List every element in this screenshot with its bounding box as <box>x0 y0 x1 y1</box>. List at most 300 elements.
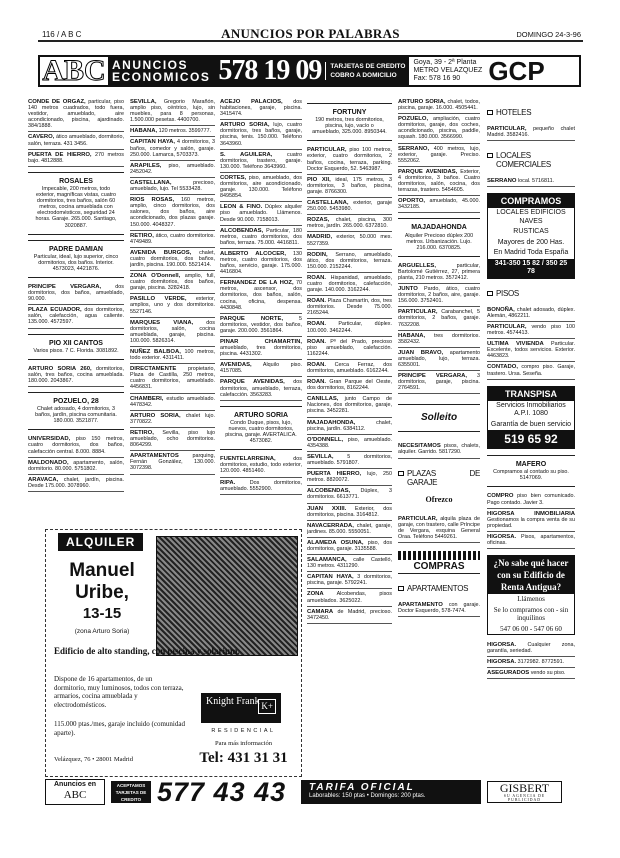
listing-heading: SERRANO, <box>398 145 430 152</box>
ad-number: 13-15 <box>82 605 122 622</box>
listing-text: pequeño chalet Madrid. 3582416. <box>487 126 575 139</box>
listing-text: lujo, cuatro dormitorios, tres baños, garaje, piscina, tenis. 150.000. Teléfono 3643960. <box>220 122 302 147</box>
gcp-logo: GCP <box>488 56 545 86</box>
listing <box>307 146 392 174</box>
compras-label: COMPRAS <box>398 560 480 574</box>
listing-heading: MAJADAHONDA <box>411 224 467 232</box>
compramos-ad <box>487 193 575 279</box>
listing-text: particular, Bartolomé Gutiérrez, 27, primera planta, 210 metros. 3572412. <box>398 262 480 281</box>
listing-heading: RODIN, <box>307 251 328 258</box>
listing <box>130 348 215 364</box>
checkbox-icon <box>398 586 404 591</box>
section-label: PISOS <box>496 288 519 298</box>
listing-heading: JUAN XXIII. <box>307 505 347 512</box>
listing-heading: PIO XII, <box>307 176 331 183</box>
listing-text: de Madrid, precioso. 3472450. <box>307 608 392 621</box>
listing-text: exterior, amplios, uno y dos dormitorios. 5527146. <box>130 296 215 315</box>
listing <box>307 573 392 589</box>
listing-text: Dúplex, 3 dormitorios. 6613771. <box>307 488 392 501</box>
compramos-line: En Madrid Toda España <box>493 249 569 257</box>
listing-text: Dúplex alquiler piso amueblado. Llámenos. Desde 90.000. 7158013. <box>220 204 302 223</box>
listing-text: pisos, chalets, alquiler. Garrido. 5817290. <box>398 443 480 456</box>
listing-text: dos dormitorios, dos baños, amueblado, 90.000. <box>28 283 124 303</box>
section-heading <box>487 108 575 117</box>
listing <box>220 151 302 173</box>
listing <box>28 306 124 328</box>
listing-heading: ARTURO SORIA, <box>398 99 446 105</box>
listing <box>487 363 575 379</box>
listing-heading: SALAMANCA, <box>307 557 347 564</box>
listing <box>130 232 215 248</box>
listing-text: chalet adosado, dúplex. Alemán, 4862211. <box>487 306 575 319</box>
renta-line: Se lo compramos con - sin inquilinos <box>493 605 569 623</box>
listing-heading: PRINCIPE VERGARA, <box>398 373 468 380</box>
listing-heading: PARQUE NORTE, <box>220 315 284 322</box>
checkbox-icon <box>398 471 404 476</box>
classifieds-banner <box>38 55 581 87</box>
listing-text: amueblado, 45.000. 3432185. <box>398 198 480 211</box>
listing <box>398 349 480 371</box>
anuncios-en-abc: Anuncios en ABC <box>45 779 105 805</box>
page-number: 116 / A B C <box>42 30 82 39</box>
info-label: Para más información <box>214 740 273 747</box>
listing-heading: PASILLO VERDE, <box>130 296 187 303</box>
listing-heading: RIPA. <box>220 479 236 486</box>
listing-heading: HIGORSA. <box>487 659 517 666</box>
listing <box>220 174 302 202</box>
listing-text: ideal, 175 metros, 3 dormitorios, 3 baños, piscina, garaje. 8766300. <box>307 176 392 195</box>
featured-listing <box>307 103 392 141</box>
listing <box>398 372 480 394</box>
listing-heading: SERRANO <box>487 178 517 185</box>
listing-heading: ARAPILES, <box>130 162 162 169</box>
listing-text: vendo su piso. <box>530 670 566 677</box>
listing-text: Alcobendas, pisos amueblados. 3625022. <box>307 591 392 604</box>
listing <box>307 176 392 198</box>
column-2 <box>130 98 215 522</box>
listing <box>220 203 302 225</box>
listing <box>28 435 124 457</box>
solleito-logo: Solleito <box>398 404 480 432</box>
listing-heading: PIO XII CANTOS <box>49 339 103 347</box>
listing-heading: PARTICULAR, <box>398 309 438 316</box>
listing <box>398 145 480 167</box>
featured-listing <box>28 172 124 235</box>
listing-heading: ALBERTO ALCOCER, <box>220 250 287 257</box>
metro: METRO VELAZQUEZ <box>413 67 483 74</box>
listing <box>220 315 302 337</box>
listing-text: piso, dos dormitorios, garaje. 3135588. <box>307 539 392 552</box>
listing <box>130 365 215 393</box>
listing-heading: S. AGUILERA, <box>220 151 273 158</box>
listing-heading: PADRE DAMIAN <box>49 245 103 253</box>
listing <box>487 658 575 668</box>
section-title: ANUNCIOS POR PALABRAS <box>221 26 400 41</box>
listing <box>487 125 575 141</box>
listing <box>130 272 215 294</box>
listing-text: Alquiler Precioso dúplex 200 metros. Urbanización. Lujo. 216.000. 6370825. <box>404 232 474 251</box>
listing-text: junto Campo de Naciones, dos dormitorios, garaje, piscina. 3452281. <box>307 396 392 415</box>
listing-heading: FORTUNY <box>332 109 367 116</box>
featured-listing <box>28 334 124 360</box>
listing-text: 3 dormitorios, piscina, garaje. 5792241. <box>307 574 392 587</box>
listing-text: Condo Duque, pisos, lujo, nuevos, cuatro dormitorios, piscina, garaje. AVERTALICA. 4573082. <box>225 419 297 445</box>
renta-line: Llámenos <box>517 595 545 604</box>
listing-text: 130 metros, cuatro dormitorios, dos baños, servicio, garaje. 175.000. 4416804. <box>220 250 302 276</box>
listing-text: dos dormitorios, amueblado, terraza, calefacción. 3563283. <box>220 379 302 398</box>
listing <box>307 216 392 232</box>
gisbert-logo: GISBERT SU AGENCIA DE PUBLICIDAD <box>487 781 562 803</box>
listing <box>130 179 215 195</box>
listing-heading: MAFERO <box>515 461 547 469</box>
listing-text: Dos dormitorios, amueblado. 5552900. <box>220 479 302 492</box>
listing-text: dos dormitorios, salón, cocina amueblada, garaje, piscina. 100.000. 5826314. <box>130 319 215 344</box>
listing <box>130 295 215 317</box>
listing <box>307 297 392 319</box>
listing-heading: ALCOBENDAS, <box>307 488 351 495</box>
listing <box>398 308 480 330</box>
listing-text: vendo piso 100 metros. 4574413. <box>487 323 575 337</box>
listing-text: Pardo, ático, cuatro dormitorios, 2 baños, aire, garaje. 156.000. 3752401. <box>398 286 480 305</box>
featured-listing <box>28 392 124 430</box>
listing <box>220 338 302 360</box>
banner-phone: 578 19 09 <box>218 55 322 86</box>
listing-heading: ZONA O'Donnell, <box>130 273 181 280</box>
listing-text: piso 100 metros, exterior, cuatro dormitorios, 2 baños, cocina, terraza, parking. Doctor Esquerdo, 52. 5463987. <box>307 147 392 172</box>
listing-heading: PUERTA DE HIERRO, <box>28 151 92 158</box>
ad-address: Velázquez, 76 • 28001 Madrid <box>54 756 133 763</box>
listing <box>487 492 575 508</box>
listing-heading: ARAVACA, <box>28 476 59 483</box>
listing-text: 3172982. 8772591. <box>517 659 565 666</box>
listing <box>487 669 575 679</box>
listing-text: cuatro dormitorios, trastero, garaje. 130.000. Teléfono 3643960. <box>220 151 302 170</box>
listing-text: chalet, piscina, 300 metros, jardín. 265.000. 6372810. <box>307 217 392 230</box>
listing-text: amplio, full, cuatro dormitorios, dos baños, garaje, piscina. 3282418. <box>130 273 215 292</box>
listing <box>220 250 302 278</box>
listing-heading: PARTICULAR, <box>487 323 527 330</box>
ad-phone: Tel: 431 31 31 <box>199 750 288 766</box>
listing-text: apartamento, salón, dormitorio. 80.000. 5751802. <box>28 459 124 472</box>
listing <box>398 168 480 196</box>
listing-heading: PARTICULAR, <box>398 515 438 522</box>
column-3 <box>220 98 302 522</box>
listing-text: parquing, Fernán González, 130.000. 3072398. <box>130 453 215 472</box>
listing <box>398 115 480 143</box>
listing-text: Gestionamos la compra venta de su propiedad. <box>487 516 575 529</box>
listing-text: Exterior, dos dormitorios, piscina. 3164812. <box>307 505 392 518</box>
listing <box>130 138 215 160</box>
listing-text: 3 dormitorios, garaje, piscina. 2764591. <box>398 373 480 392</box>
listing <box>398 262 480 284</box>
listing-heading: FERNANDEZ DE LA HOZ, <box>220 280 294 287</box>
compras-banner <box>398 551 480 574</box>
listing-heading: PARTICULAR, <box>307 147 347 154</box>
listing-text: Chalet adosado, 4 dormitorios, 3 baños, jardín, piscina comunitaria. 180.000. 3521877. <box>35 406 117 425</box>
listing-text: exterior, 50.000 mes. 5527359. <box>307 234 392 247</box>
listing-heading: OPORTO, <box>398 198 426 205</box>
listing-heading: AVENIDA BURGOS, <box>130 249 192 256</box>
credit-cards-badge: ACEPTAMOS TARJETAS DE CREDITO <box>111 781 151 803</box>
listing <box>307 453 392 469</box>
listing-heading: APARTAMENTOS <box>130 453 179 460</box>
compramos-line: RUSTICAS <box>513 228 549 236</box>
listing-text: Pisos, apartamentos, oficinas. <box>487 533 575 546</box>
residencial-label: RESIDENCIAL <box>211 728 276 734</box>
cards-label: TARJETAS DE CREDITO <box>330 63 406 70</box>
listing-heading: RETIRO, <box>130 232 154 239</box>
listing <box>307 590 392 606</box>
listing-text: alquila plaza de garaje, con trastero, calle Príncipe de Vergara, esquina General Oraa. Teléfono 5449261. <box>398 515 480 540</box>
listing-text: Carabanchel, 5 dormitorios, 2 baños, garaje. 7632208. <box>398 309 480 328</box>
listing <box>130 249 215 271</box>
listing-text: Particular, ideal, lujo superior, cinco dormitorios, dos baños. Interior. 4573023, 4421876. <box>33 253 119 272</box>
listing-text: compro piso. Garaje, trastero. Ursa. Seseña. <box>487 364 575 377</box>
listing-heading: HABANA, <box>398 332 426 339</box>
listing-heading: PRINCIPE VERGARA, <box>28 283 102 290</box>
listing-text: Plaza Chamartín, dos, tres dormitorios. Desde 75.000. 2165244. <box>307 298 392 317</box>
listing-text: chalet, garaje, jardines. 85.000. 5550051. <box>307 522 392 535</box>
listing <box>307 320 392 336</box>
listing-text: calle Castelló, 130 metros. 4311290. <box>307 557 392 570</box>
listing <box>307 419 392 435</box>
listing-text: estudio amueblado. 4478342. <box>130 395 215 408</box>
listing-heading: CORTES, <box>220 174 247 181</box>
ad-description: Dispone de 16 apartamentos, de un dormitorio, muy luminosos, todos con terraza, armarios, cocina amueblada y electrodomésticos. <box>54 675 184 709</box>
renta-line: 547 06 00 - 547 06 60 <box>500 624 562 633</box>
listing <box>28 98 124 132</box>
listing-heading: PLAZA ECUADOR, <box>28 307 82 314</box>
listing <box>28 459 124 475</box>
compramos-line: COMPRAMOS <box>488 194 574 208</box>
transpisa-line: Garantía de buen servicio <box>490 420 572 428</box>
listing-text: chalet, cuatro dormitorios, dos baños, jardín, piscina. 190.000. 5521414. <box>130 249 215 268</box>
footer-phone: 577 43 43 <box>157 776 287 807</box>
listing <box>487 177 575 187</box>
listing <box>307 233 392 249</box>
ad-zone: (zona Arturo Soria) <box>74 628 130 635</box>
listing-heading: CASTELLANA, <box>307 200 349 207</box>
listing-text: 5 dormitorios, vestidor, dos baños, garaje. 200.000. 3561864. <box>220 315 302 334</box>
listing <box>130 412 215 428</box>
listing-heading: ARGUELLES, <box>398 262 436 269</box>
compramos-line: 341-350 15 82 / 350 25 78 <box>488 259 574 278</box>
listing-heading: ROAN. <box>307 274 326 281</box>
listing <box>307 274 392 296</box>
banner-line2: ECONOMICOS <box>112 70 211 84</box>
listing <box>220 455 302 477</box>
listing <box>398 285 480 307</box>
section-heading <box>398 469 480 487</box>
listing <box>398 332 480 348</box>
listing <box>307 539 392 555</box>
compramos-line: Mayores de 200 Has. <box>497 238 565 246</box>
listing-text: piso, amueblado. 4354388. <box>307 436 392 449</box>
listing <box>307 378 392 394</box>
listing <box>307 608 392 624</box>
listing-heading: UNIVERSIDAD, <box>28 436 71 443</box>
listing <box>307 470 392 486</box>
listing-text: 270 metros bajo. 4812888. <box>28 151 124 164</box>
listing-text: amueblado, tres dormitorios, piscina. 4431302. <box>220 345 302 358</box>
listing-heading: HABANA, <box>130 128 158 135</box>
listing-heading: ARTURO SORIA, <box>220 122 270 129</box>
listing-text: dos habitaciones, garaje, piscina. 3415474. <box>220 99 302 118</box>
listing <box>398 197 480 213</box>
listing-text: 120 metros. 3599777. <box>158 128 212 135</box>
listing-text: apartamento amueblado, lujo, terraza. 6355001. <box>398 349 480 368</box>
listing-text: piso bien comunicado. Pago contado. Javier 3. <box>487 493 575 506</box>
listing <box>220 121 302 149</box>
knight-frank-logo: Knight Frank K+ <box>201 693 281 723</box>
listing-text: 400 metros, lujo, exterior, garaje. Preciso. 5552062. <box>398 145 480 164</box>
listing-heading: ROAN. <box>307 338 326 345</box>
listing <box>398 442 480 458</box>
listing-text: Sevilla, piso lujo amueblado, ocho dormitorios. 8064299. <box>130 429 215 449</box>
listing-text: 100 metros, todo exterior. 4311411. <box>130 349 215 362</box>
listing-heading: O'DONNELL, <box>307 436 344 443</box>
listing <box>130 98 215 126</box>
listing-text: Compramos al contado su piso. 5147069. <box>493 469 569 482</box>
listing-text: Impecable, 200 metros, todo exterior, magníficas vistas, cuatro dormitorios, tres baños, salón 60 metros, cocina amueblada con electrodomésticos, seguridad 24 horas. Garaje. 265.000. Santiago, 3020887. <box>35 185 117 229</box>
listing <box>487 510 575 532</box>
listing <box>220 279 302 313</box>
listing <box>307 436 392 452</box>
listing-text: piso, amueblado. 2452042. <box>130 162 215 175</box>
listing-heading: JUNTO <box>398 286 418 293</box>
listing-heading: POZUELO, 28 <box>53 398 99 405</box>
section-heading <box>398 584 480 593</box>
listing <box>220 361 302 377</box>
listing-heading: RETIRO, <box>130 429 154 436</box>
listing-heading: CAMARA <box>307 608 334 615</box>
listing <box>398 601 480 617</box>
listing-text: piso, amueblado, dos dormitorios, aire acondicionado, garaje. 130.000. Teléfono 8495854. <box>220 174 302 200</box>
listing <box>398 98 480 114</box>
listing-text: Cualquier zona, garantía, seriedad. <box>487 642 575 655</box>
abc-logo: ABC <box>42 54 106 87</box>
listing-heading: ULTIMA VIVIENDA <box>487 341 544 348</box>
listing <box>487 306 575 322</box>
listing-heading: CAPITAN HAYA, <box>130 139 176 146</box>
listing <box>220 378 302 400</box>
listing-heading: APARTAMENTO <box>398 601 443 608</box>
listing-heading: HIGORSA. <box>487 533 517 540</box>
renta-ad <box>487 555 575 635</box>
checkbox-icon <box>487 291 493 296</box>
listing <box>307 487 392 503</box>
listing-heading: PUERTA HIERRO, <box>307 471 362 478</box>
listing-heading: NAVACERRADA, <box>307 522 354 529</box>
listing-text: ampliación, cuatro dormitorios, garaje, dos coches, acondicionado, piscina, paddle, squash. 180.000. 3566990. <box>398 116 480 141</box>
section-label: LOCALES COMERCIALES <box>496 151 551 170</box>
listing <box>130 395 215 411</box>
listing-text: Varios pisos. 7 C. Florida. 3081892. <box>33 347 119 354</box>
listing-heading: COMPRO <box>487 493 514 500</box>
listing-text: dos dormitorios, estudio, todo exterior, 120.000. 4851460. <box>220 456 302 475</box>
listing <box>487 340 575 362</box>
listing <box>307 199 392 215</box>
listing <box>28 151 124 167</box>
listing-text: 4 dormitorios, 3 baños, comedor y salón, garaje. 250.000. Lamarca, 5703373. <box>130 139 215 158</box>
address: Goya, 39 - 2ª Planta <box>413 59 477 66</box>
section-heading <box>487 151 575 169</box>
listing-heading: MADRID, <box>307 234 333 241</box>
listing <box>130 452 215 474</box>
listing-text: 70 metros, ascensor, dos dormitorios, dos baños, salón, cocina, oficina, despensa. 4430848. <box>220 280 302 311</box>
listing <box>28 283 124 305</box>
listing-text: Pº del Prado, precioso piso amueblado, calefacción. 1162244. <box>307 338 392 357</box>
ad-price: 115.000 ptas./mes, garaje incluido (comunidad aparte). <box>54 720 185 737</box>
listing <box>307 522 392 538</box>
checkbox-icon <box>487 110 493 115</box>
listing <box>307 505 392 521</box>
listing-heading: NUÑEZ BALBOA, <box>130 349 181 355</box>
listing-heading: CONTADO, <box>487 364 518 371</box>
listing <box>130 319 215 347</box>
ad-badge: ALQUILER <box>58 533 143 551</box>
listing-heading: ROAN. <box>307 379 326 386</box>
checkbox-icon <box>487 153 493 158</box>
section-heading <box>487 289 575 298</box>
listing <box>130 127 215 137</box>
listing-heading: ARTURO SORIA 260, <box>28 365 92 372</box>
listing-heading: ARTURO SORIA <box>233 411 289 419</box>
listing-text: chalet, piscina, jardín. 6384112. <box>307 419 392 432</box>
listing-text: dormitorios, salón, tres baños, cocina amueblada. 180.000. 2043867. <box>28 365 124 384</box>
listing-heading: PARQUE AVENIDAS, <box>398 168 458 175</box>
listing-heading: SEVILLA, <box>307 453 334 460</box>
listing-heading: CANILLAS, <box>307 396 339 403</box>
pattern-strip <box>398 551 480 560</box>
listing-heading: DIRECTAMENTE <box>130 366 177 373</box>
column-4 <box>307 98 392 775</box>
ad-street: Manuel Uribe, <box>69 560 135 603</box>
compramos-line: LOCALES EDIFICIOS NAVES <box>496 209 566 225</box>
listing-text: Gregorio Marañón, amplio piso, céntrico, lujo, sin muebles, para 8 personas, 1.500.000 pesetas. 4400700. <box>130 99 215 124</box>
listing <box>28 476 124 492</box>
listing-heading: ROAN. <box>307 361 326 368</box>
column-6 <box>487 98 575 775</box>
listing-heading: AVENIDAS, <box>220 362 252 369</box>
listing <box>130 196 215 230</box>
listing-heading: CAPITAN HAYA, <box>307 574 354 581</box>
listing-text: dos dormitorios, salón, calefacción, agua caliente. 135.000. 4572597. <box>28 307 124 326</box>
listing-text: piso 150 metros, cuatro dormitorios, dos baños, calefacción central. 8.000. 8884. <box>28 436 124 455</box>
subsection-label: Ofrezco <box>425 494 453 504</box>
listing-heading: CAVERO, <box>28 134 55 141</box>
listing-text: Exterior, 4 dormitorios, 3 baños. Cuatro dormitorios, salón, cocina, dos terrazas, trastero. 5454605. <box>398 168 480 194</box>
listing-heading: LEON & FINO. <box>220 204 263 211</box>
listing <box>398 515 480 543</box>
listing <box>28 365 124 387</box>
fax: Fax: 578 16 90 <box>413 75 461 82</box>
listing-text: tres dormitorios. 3582432. <box>398 332 480 345</box>
listing-text: Alquilo piso. 4157085. <box>220 362 302 375</box>
transpisa-line: Servicios Inmobiliarios A.P.I. 1080 <box>496 401 566 418</box>
listing-heading: FUENTELARREINA, <box>220 456 276 463</box>
listing-heading: CONDE DE ORGAZ, <box>28 99 86 105</box>
listing-text: 190 metros, tres dormitorios, piscina, lujo, vacío o amueblado, 325.000. 8950344. <box>312 117 387 136</box>
featured-listing <box>487 455 575 487</box>
listing-text: exterior, garaje 250.000. 5453980. <box>307 200 392 213</box>
listing-heading: ROZAS, <box>307 217 330 224</box>
listing-heading: MAJADAHONDA, <box>307 419 356 426</box>
section-label: HOTELES <box>496 108 532 117</box>
footer-banner <box>45 776 577 807</box>
listing-heading: ROAN. <box>307 321 326 328</box>
listing-heading: MALDONADO, <box>28 459 69 466</box>
